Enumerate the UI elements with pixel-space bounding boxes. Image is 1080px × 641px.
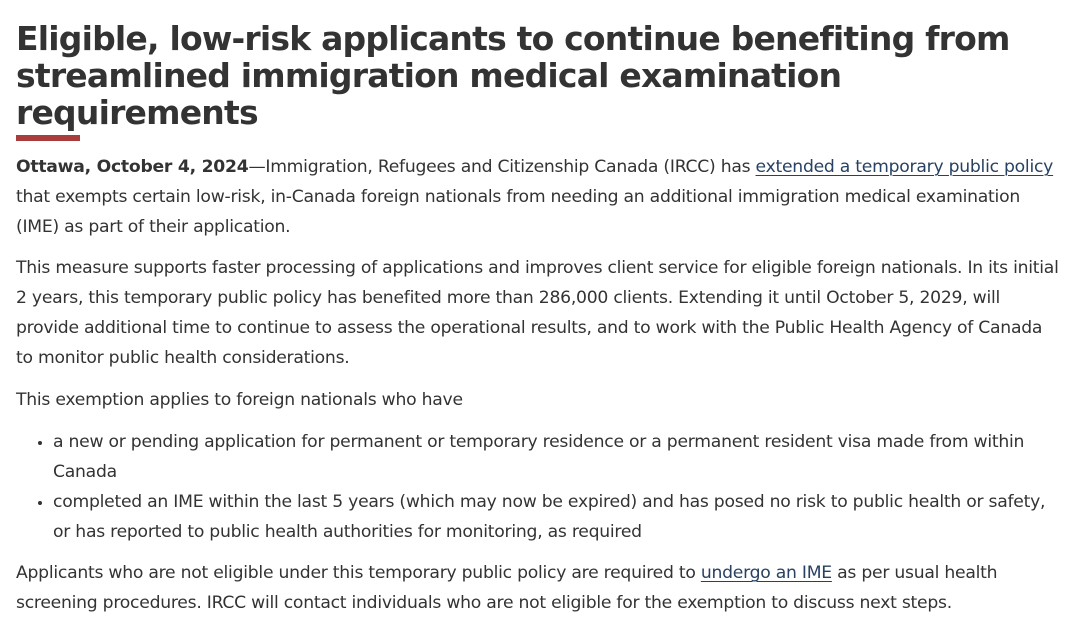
p4-text-before-link: Applicants who are not eligible under this temporary public policy are required to [16,563,701,583]
temporary-public-policy-link[interactable]: extended a temporary public policy [755,157,1054,177]
dateline: Ottawa, October 4, 2024 [16,157,249,177]
intro-text-before-link: —Immigration, Refugees and Citizenship Canada (IRCC) has [248,157,756,177]
list-item: • completed an IME within the last 5 years (which may now be expired) and has posed no risk to public health or safety, or has reported to public health authorities for monitoring, as required [53,487,1064,547]
eligibility-criteria-list [16,427,1064,547]
title-underline-accent [16,135,80,141]
p4-text-after-link: as per usual health screening procedures. IRCC will contact individuals who are not eligible for the exemption to discuss next steps. [16,563,998,613]
intro-text-after-link: that exempts certain low-risk, in-Canada foreign nationals from needing an additional immigration medical examination (IME) as part of their application. [16,187,1020,237]
page-title: Eligible, low-risk applicants to continue benefiting from streamlined immigration medical examination requirements [16,19,1010,132]
exemption-intro-paragraph: This exemption applies to foreign nationals who have [16,390,463,410]
undergo-ime-link[interactable]: undergo an IME [700,563,832,583]
intro-paragraph [16,152,1064,242]
list-item: • a new or pending application for permanent or temporary residence or a permanent resident visa made from within Canada [53,427,1064,487]
measure-paragraph: This measure supports faster processing of applications and improves client service for eligible foreign nationals. In its initial 2 years, this temporary public policy has benefited more than 286,000 clients. Extending it until October 5, 2029, will provide additional time to continue to assess the operational results, and to work with the Public Health Agency of Canada to monitor public health considerations. [16,258,1059,368]
ineligible-applicants-paragraph [16,558,1064,618]
